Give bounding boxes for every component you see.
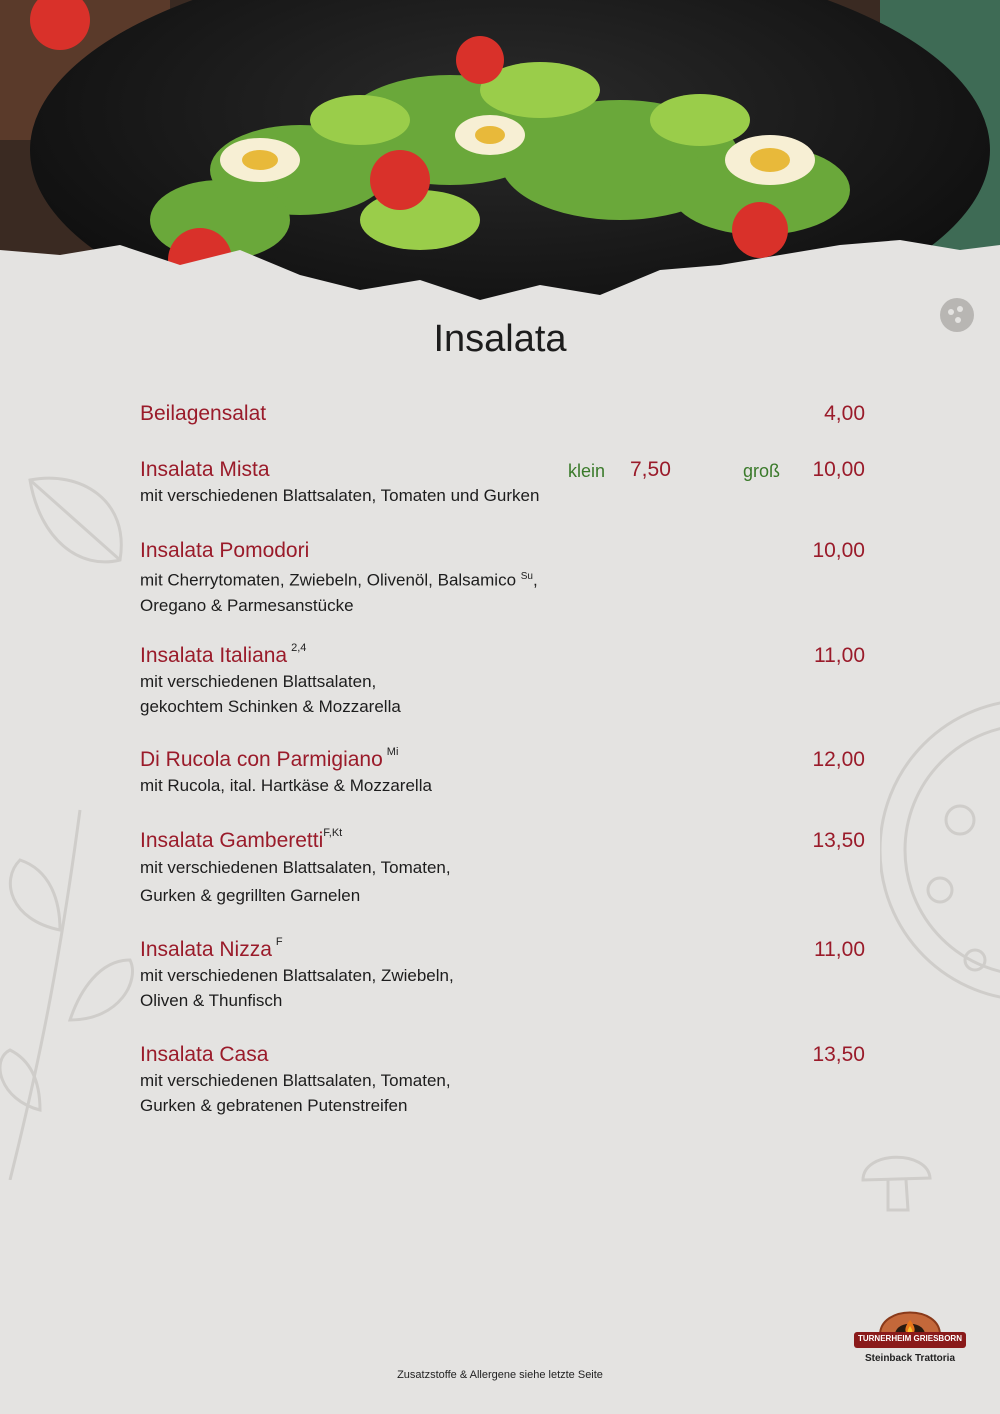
menu-item-price: 13,50 bbox=[812, 1043, 865, 1066]
menu-item-description: mit verschiedenen Blattsalaten, Tomaten, Gurken & gebratenen Putenstreifen bbox=[140, 1071, 451, 1115]
menu-item-name: Insalata Italiana $^{2,4}$ bbox=[140, 642, 307, 667]
logo-subtitle: Steinback Trattoria bbox=[864, 1353, 956, 1364]
menu-item-description: mit verschiedenen Blattsalaten, Zwiebeln, Oliven & Thunfisch bbox=[140, 966, 454, 1010]
size-small-label: klein bbox=[568, 461, 606, 481]
page-title: Insalata bbox=[433, 318, 567, 360]
menu-item-price: 13,50 bbox=[812, 829, 865, 852]
restaurant-logo bbox=[850, 1290, 970, 1380]
menu-item-description: mit verschiedenen Blattsalaten, gekochtem Schinken & Mozzarella bbox=[140, 672, 401, 716]
menu-item-price: 4,00 bbox=[824, 402, 865, 425]
logo-arch-text: TURNERHEIM GRIESBORN bbox=[857, 1334, 962, 1343]
menu-item-price: 10,00 bbox=[812, 458, 865, 481]
menu-item-name: Insalata Pomodori bbox=[140, 539, 310, 562]
allergen-footnote: Zusatzstoffe & Allergene siehe letzte Seite bbox=[397, 1369, 603, 1381]
size-small-price: 7,50 bbox=[630, 458, 671, 481]
menu-item-price: 12,00 bbox=[812, 748, 865, 771]
pizza-sketch-decoration bbox=[880, 660, 1000, 1040]
menu-item-name: Insalata Mista bbox=[140, 458, 270, 481]
menu-item-name: Insalata Nizza $^F$ bbox=[140, 936, 283, 961]
menu-item-name: Di Rucola con Parmigiano $^{Mi}$ bbox=[140, 746, 399, 771]
hero-salad-image bbox=[0, 0, 1000, 320]
mushroom-sketch-decoration bbox=[858, 1140, 938, 1220]
menu-item-description: mit Cherrytomaten, Zwiebeln, Olivenöl, Balsamico $^{Su}$, Oregano & Parmesanstücke bbox=[140, 570, 538, 615]
menu-item-description: mit Rucola, ital. Hartkäse & Mozzarella bbox=[140, 776, 432, 795]
menu-item-description: mit verschiedenen Blattsalaten, Tomaten und Gurken bbox=[140, 486, 540, 505]
menu-item-name: Insalata Casa bbox=[140, 1043, 269, 1066]
menu-item-price: 10,00 bbox=[812, 539, 865, 562]
menu-item-name: Insalata Gamberetti$^{F,Kt}$ bbox=[140, 827, 343, 852]
size-large-label: groß bbox=[743, 461, 781, 481]
menu-item-price: 11,00 bbox=[814, 938, 865, 961]
leaf-sketch-decoration bbox=[0, 460, 160, 1180]
menu-item-price: 11,00 bbox=[814, 644, 865, 667]
menu-item-name: Beilagensalat bbox=[140, 402, 267, 425]
menu-item-description: mit verschiedenen Blattsalaten, Tomaten, Gurken & gegrillten Garnelen bbox=[140, 858, 451, 905]
